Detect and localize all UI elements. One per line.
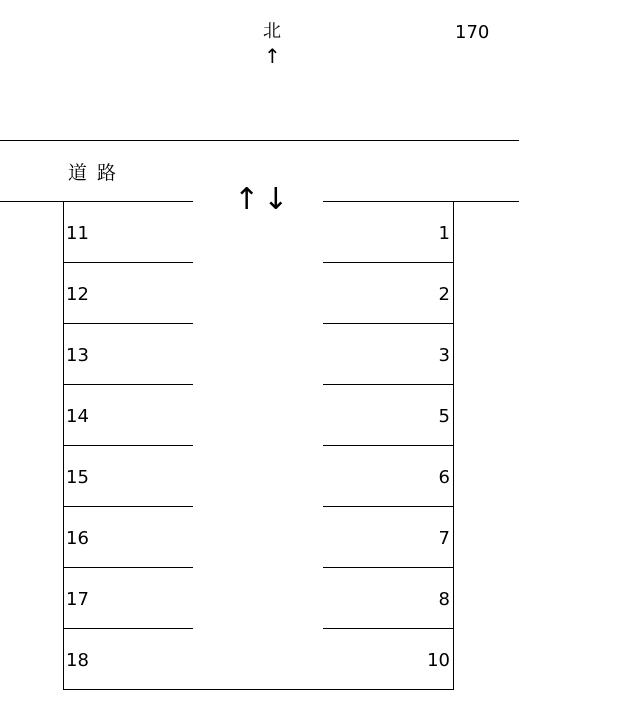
stall-divider: [323, 445, 454, 446]
road-label: 道路: [68, 162, 127, 184]
stall-divider: [323, 384, 454, 385]
north-label: 北: [263, 21, 281, 42]
stall-divider: [63, 506, 193, 507]
stall-number-right: 2: [438, 284, 450, 305]
road-bottom-edge-right: [323, 201, 519, 202]
stall-divider: [323, 567, 454, 568]
stall-number-left: 17: [66, 589, 89, 610]
two-way-arrow-icon: ↑↓: [234, 182, 293, 217]
lot-bottom-edge: [63, 689, 454, 690]
stall-divider: [63, 628, 193, 629]
stall-number-left: 11: [66, 223, 89, 244]
stall-number-left: 18: [66, 650, 89, 671]
stall-divider: [63, 384, 193, 385]
stall-divider: [63, 262, 193, 263]
stall-number-left: 14: [66, 406, 89, 427]
stall-number-left: 12: [66, 284, 89, 305]
stall-number-right: 5: [438, 406, 450, 427]
stall-number-left: 16: [66, 528, 89, 549]
stall-number-left: 15: [66, 467, 89, 488]
stall-number-right: 10: [427, 650, 450, 671]
stall-number-right: 3: [438, 345, 450, 366]
stall-divider: [63, 567, 193, 568]
stall-number-right: 8: [438, 589, 450, 610]
north-arrow-icon: ↑: [264, 44, 281, 68]
stall-number-right: 6: [438, 467, 450, 488]
stall-divider: [323, 628, 454, 629]
stall-number-right: 1: [438, 223, 450, 244]
stall-divider: [323, 506, 454, 507]
road-bottom-edge-left: [0, 201, 193, 202]
stall-divider: [323, 262, 454, 263]
lot-number: 170: [455, 22, 490, 43]
stall-number-right: 7: [438, 528, 450, 549]
stall-divider: [63, 323, 193, 324]
stall-divider: [323, 323, 454, 324]
road-top-edge: [0, 140, 519, 141]
stall-number-left: 13: [66, 345, 89, 366]
stall-divider: [63, 445, 193, 446]
